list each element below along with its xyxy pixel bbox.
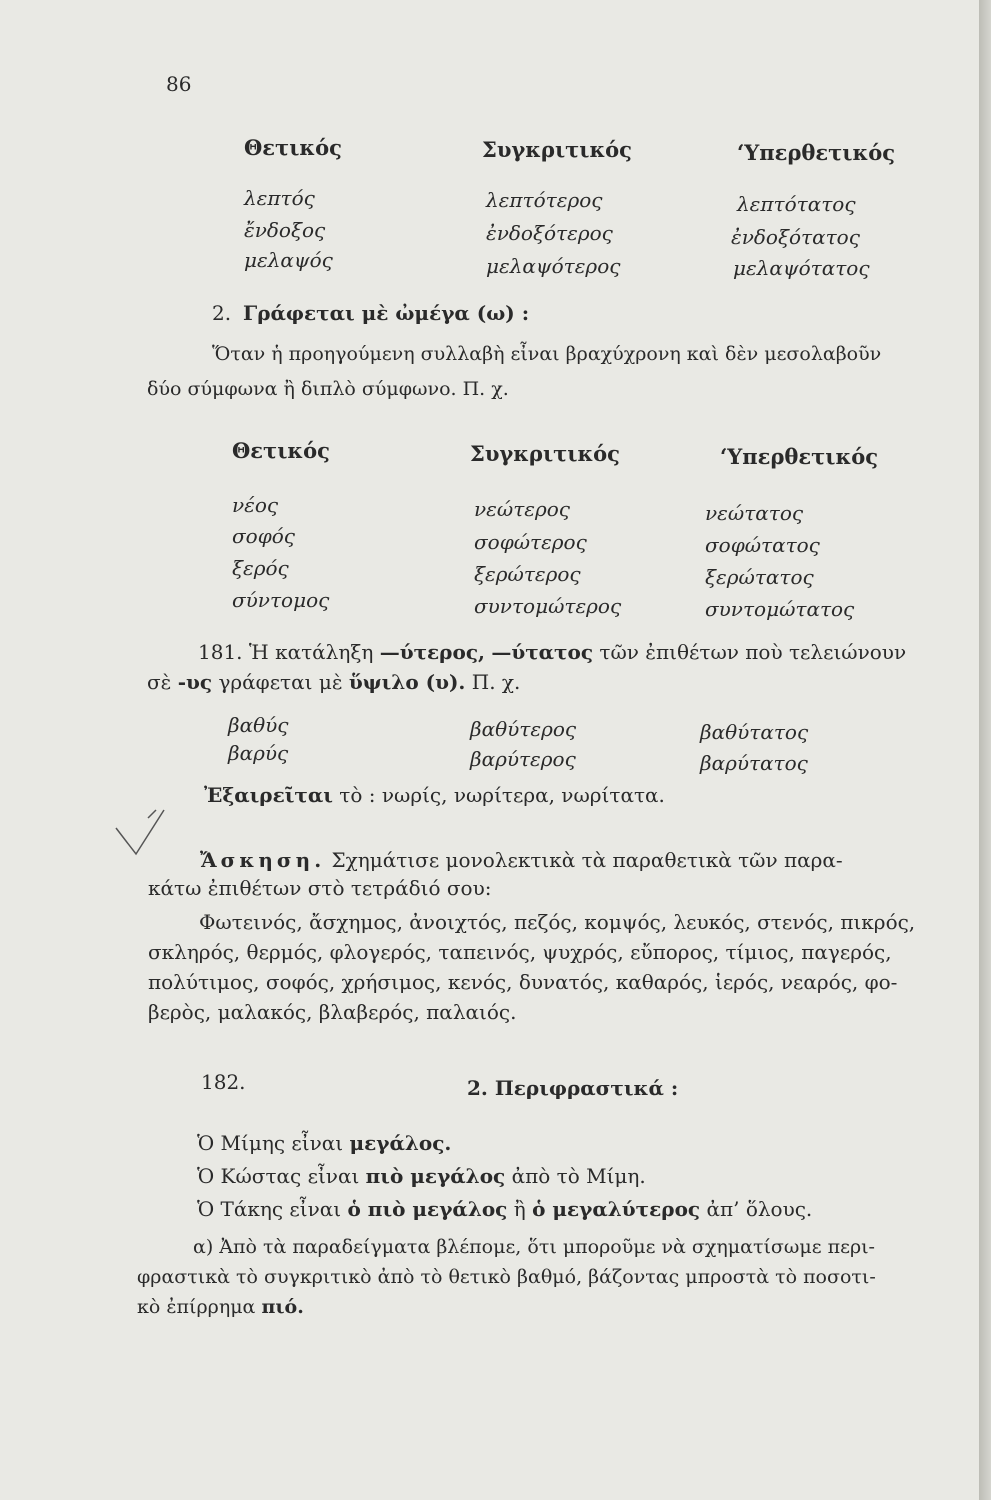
exception-text: τὸ : νωρίς, νωρίτερα, νωρίτατα. bbox=[339, 783, 665, 807]
section182-note-line3 bbox=[137, 1296, 304, 1318]
note3-text: κὸ ἐπίρρημα bbox=[137, 1296, 256, 1318]
section2-line1: Ὅταν ἡ προηγούμενη συλλαβὴ εἶναι βραχύχρονη καὶ δὲν μεσολαβοῦν bbox=[212, 343, 882, 365]
exercise-words-line2: σκληρός, θερμός, φλογερός, ταπεινός, ψυχρός, εὔπορος, τίμιος, παγερός, bbox=[148, 940, 892, 964]
exception-label: Ἐξαιρεῖται bbox=[204, 783, 333, 807]
section181-l2-mid: γράφεται μὲ bbox=[218, 670, 343, 694]
exercise-words-line4: βερὸς, μαλακός, βλαβερός, παλαιός. bbox=[148, 1000, 517, 1024]
table2-cell: νέος bbox=[232, 493, 279, 517]
table3-cell: βαθύς bbox=[228, 713, 289, 737]
exception-line bbox=[204, 783, 665, 807]
table1-cell: μελαψότερος bbox=[486, 254, 621, 278]
example1-bold: μεγάλος. bbox=[349, 1131, 452, 1155]
exercise-line1 bbox=[200, 848, 843, 872]
table2-cell: σοφώτερος bbox=[474, 530, 587, 554]
section181-l2-pre: σὲ bbox=[147, 670, 172, 694]
example3-bold2: ὁ μεγαλύτερος bbox=[532, 1197, 701, 1221]
table3-cell: βαθύτατος bbox=[700, 720, 809, 744]
section182-example2 bbox=[197, 1164, 646, 1188]
section182-number: 182. bbox=[201, 1070, 246, 1094]
table3-cell: βαρύτερος bbox=[470, 747, 576, 771]
section182-example1 bbox=[197, 1131, 451, 1155]
table2-cell: σύντομος bbox=[232, 588, 330, 612]
section181-l2-post: Π. χ. bbox=[471, 670, 521, 694]
pencil-check-mark-icon bbox=[108, 808, 168, 858]
table1-cell: ἔνδοξος bbox=[244, 218, 326, 242]
section181-line1 bbox=[198, 640, 906, 664]
section181-number: 181. bbox=[198, 640, 243, 664]
table1-cell: ἐνδοξότατος bbox=[731, 225, 860, 249]
section182-note-line2: φραστικὰ τὸ συγκριτικὸ ἀπὸ τὸ θετικὸ βαθμό, βάζοντας μπροστὰ τὸ ποσοτι- bbox=[137, 1266, 876, 1288]
example3-text: Ὁ Τάκης εἶναι bbox=[197, 1197, 342, 1221]
section181-term1: —ύτερος, bbox=[379, 640, 485, 664]
example2-post: ἀπὸ τὸ Μίμη. bbox=[511, 1164, 646, 1188]
exercise-label: Ἄσκηση. bbox=[200, 848, 326, 872]
table2-cell: σοφός bbox=[232, 524, 295, 548]
section181-term2: —ύτατος bbox=[491, 640, 594, 664]
table3-cell: βαρύς bbox=[228, 741, 289, 765]
table2-cell: σοφώτατος bbox=[705, 533, 820, 557]
table2-header-superlative: ‘Υπερθετικός bbox=[720, 444, 879, 469]
table2-cell: συντομώτατος bbox=[705, 597, 855, 621]
exercise-line2: κάτω ἐπιθέτων στὸ τετράδιό σου: bbox=[148, 876, 492, 900]
example3-post: ἀπ’ ὅλους. bbox=[706, 1197, 813, 1221]
table2-header-comparative: Συγκριτικός bbox=[470, 441, 620, 466]
table1-header-positive: Θετικός bbox=[244, 135, 342, 160]
table1-header-comparative: Συγκριτικός bbox=[482, 137, 632, 162]
example2-bold: πιὸ μεγάλος bbox=[365, 1164, 506, 1188]
note3-bold: πιό. bbox=[261, 1296, 304, 1318]
table2-cell: νεώτατος bbox=[705, 501, 804, 525]
example3-bold1: ὁ πιὸ μεγάλος bbox=[347, 1197, 508, 1221]
section2-title: Γράφεται μὲ ὠμέγα (ω) : bbox=[243, 301, 530, 325]
table1-cell: λεπτότερος bbox=[486, 188, 603, 212]
section181-line2 bbox=[147, 670, 520, 694]
table1-cell: λεπτότατος bbox=[737, 192, 856, 216]
section181-pre: Ἡ κατάληξη bbox=[248, 640, 374, 664]
table3-cell: βαθύτερος bbox=[470, 717, 577, 741]
table2-cell: ξερώτερος bbox=[474, 562, 581, 586]
table3-cell: βαρύτατος bbox=[700, 751, 808, 775]
section182-example3 bbox=[197, 1197, 812, 1221]
section181-l2-term2: ὕψιλο (υ). bbox=[348, 670, 466, 694]
page-number: 86 bbox=[166, 72, 192, 96]
exercise-words-line3: πολύτιμος, σοφός, χρήσιμος, κενός, δυνατός, καθαρός, ἱερός, νεαρός, φο- bbox=[148, 970, 898, 994]
page-edge-shadow bbox=[979, 0, 991, 1500]
example3-mid: ἢ bbox=[513, 1197, 526, 1221]
table2-header-positive: Θετικός bbox=[232, 438, 330, 463]
table1-cell: μελαψός bbox=[244, 248, 333, 272]
table1-cell: λεπτός bbox=[244, 186, 315, 210]
section182-note-line1: α) Ἀπὸ τὰ παραδείγματα βλέπομε, ὅτι μποροῦμε νὰ σχηματίσωμε περι- bbox=[193, 1236, 875, 1258]
section2-line2: δύο σύμφωνα ἢ διπλὸ σύμφωνο. Π. χ. bbox=[147, 378, 509, 400]
exercise-words-line1: Φωτεινός, ἄσχημος, ἀνοιχτός, πεζός, κομψός, λευκός, στενός, πικρός, bbox=[199, 910, 916, 934]
section2-number: 2. bbox=[212, 301, 232, 325]
table2-cell: ξερός bbox=[232, 556, 289, 580]
section182-title: 2. Περιφραστικά : bbox=[467, 1076, 679, 1100]
table1-cell: ἐνδοξότερος bbox=[486, 221, 613, 245]
table2-cell: συντομώτερος bbox=[474, 594, 622, 618]
exercise-instruction: Σχημάτισε μονολεκτικὰ τὰ παραθετικὰ τῶν παρα- bbox=[331, 848, 843, 872]
table1-header-superlative: ‘Υπερθετικός bbox=[737, 140, 896, 165]
table1-cell: μελαψότατος bbox=[733, 256, 870, 280]
section181-post: τῶν ἐπιθέτων ποὺ τελειώνουν bbox=[599, 640, 907, 664]
example2-text: Ὁ Κώστας εἶναι bbox=[197, 1164, 360, 1188]
table2-cell: ξερώτατος bbox=[705, 565, 814, 589]
section181-l2-term: -υς bbox=[177, 670, 213, 694]
table2-cell: νεώτερος bbox=[474, 497, 570, 521]
example1-text: Ὁ Μίμης εἶναι bbox=[197, 1131, 344, 1155]
